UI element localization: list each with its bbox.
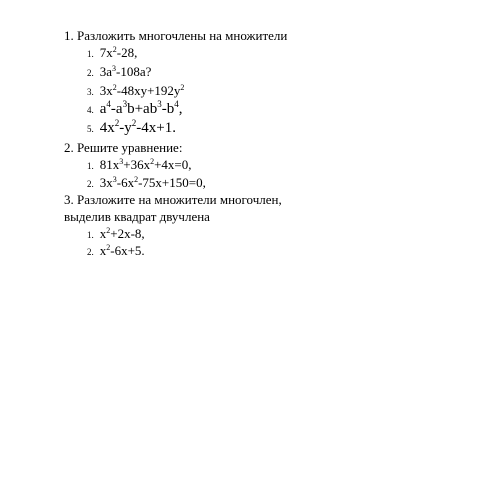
task-3-heading-line-1: 3. Разложите на множители многочлен, [64, 192, 282, 207]
task-1-item-5: 5. $4x^2-y^2-4x+1$. [87, 118, 176, 136]
task-1-item-4: 4. $a^4-a^3b+ab^3-b^4$, [87, 99, 183, 117]
task-1-item-3: 3. $3x^2-48xy+192y^2$ [87, 83, 185, 98]
task-1-item-2: 2. $3a^3-108a$? [87, 64, 152, 79]
task-1-item-1: 1. $7x^2-28$, [87, 45, 138, 60]
item-number: 2. [87, 68, 94, 78]
item-number: 3. [87, 87, 94, 97]
item-number: 4. [87, 105, 94, 115]
task-3-item-1: 1. $x^2+2x-8$, [87, 226, 145, 241]
task-2-item-2: 2. $3x^3-6x^2-75x+150=0$, [87, 175, 206, 190]
task-2-heading: 2. Решите уравнение: [64, 140, 183, 155]
task-2-item-1: 1. $81x^3+36x^2+4x=0$, [87, 157, 192, 172]
task-3-heading-line-2: выделив квадрат двучлена [64, 209, 210, 224]
item-number: 1. [87, 49, 94, 59]
item-number: 2. [87, 179, 94, 189]
item-number: 1. [87, 230, 94, 240]
item-number: 1. [87, 161, 94, 171]
item-number: 2. [87, 247, 94, 257]
item-number: 5. [87, 124, 94, 134]
task-3-item-2: 2. $x^2-6x+5$. [87, 243, 145, 258]
task-1-heading: 1. Разложить многочлены на множители [64, 28, 288, 43]
